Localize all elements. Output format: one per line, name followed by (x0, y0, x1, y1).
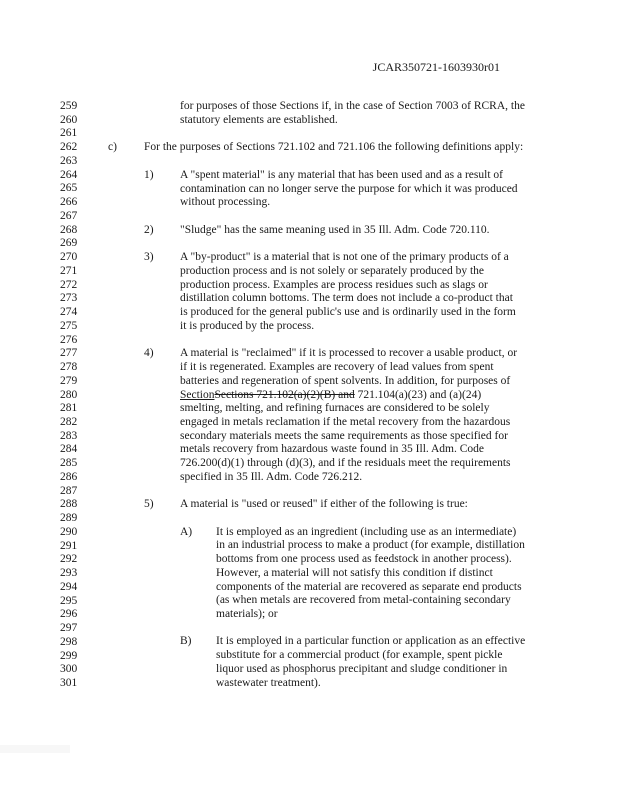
text-line: production process. Examples are process residues such as slags or (180, 279, 488, 291)
line-number: 288 (60, 498, 78, 511)
text-line: bottoms from one process used as feedstock in another process). (216, 553, 512, 565)
inserted-text: Section (180, 389, 215, 401)
line-number: 274 (60, 306, 78, 319)
line-number: 264 (60, 168, 78, 181)
line-number: 300 (60, 663, 78, 676)
text-line: substitute for a commercial product (for example, spent pickle (216, 649, 503, 661)
text-line: 726.200(d)(1) through (d)(3), and if the residuals meet the requirements (180, 457, 511, 469)
page-edge-shade (0, 745, 70, 753)
line-number: 265 (60, 182, 78, 195)
line-number: 289 (60, 512, 78, 525)
text-line: A material is "reclaimed" if it is processed to recover a usable product, or (180, 347, 518, 359)
line-number: 292 (60, 553, 78, 566)
text-line: components of the material are recovered as separate end products (216, 581, 522, 593)
line-number: 297 (60, 622, 78, 635)
line-number: 261 (60, 127, 78, 140)
text-line: is produced for the general public's use and is ordinarily used in the form (180, 306, 516, 318)
text-line: specified in 35 Ill. Adm. Code 726.212. (180, 471, 363, 483)
text-line: (as when metals are recovered from metal-containing secondary (216, 594, 511, 606)
text-run: 721.104(a)(23) and (a)(24) (354, 389, 482, 401)
text-line: smelting, melting, and refining furnaces are considered to be solely (180, 402, 490, 414)
line-number: 280 (60, 388, 78, 401)
line-number: 301 (60, 677, 78, 689)
line-number: 281 (60, 402, 78, 415)
text-line-amended (180, 388, 481, 402)
line-number: 269 (60, 237, 78, 250)
line-number: 272 (60, 278, 78, 291)
line-number: 296 (60, 608, 78, 621)
text-line: distillation column bottoms. The term does not include a co-product that (180, 292, 513, 304)
text-line: However, a material will not satisfy this condition if distinct (216, 567, 493, 579)
line-number: 271 (60, 264, 78, 277)
text-line: contamination can no longer serve the purpose for which it was produced (180, 183, 518, 195)
text-line: it is produced by the process. (180, 320, 315, 332)
line-number: 270 (60, 251, 78, 264)
line-number: 294 (60, 580, 78, 593)
line-number: 293 (60, 567, 78, 580)
line-number: 278 (60, 361, 78, 374)
text-line: liquor used as phosphorus precipitant and sludge conditioner in (216, 663, 508, 675)
text-line: A "spent material" is any material that has been used and as a result of (180, 169, 503, 181)
text-line: batteries and regeneration of spent solvents. In addition, for purposes of (180, 375, 511, 387)
line-number: 290 (60, 525, 78, 538)
line-number: 285 (60, 457, 78, 470)
line-number: 259 (60, 100, 78, 112)
item-number: 5) (144, 498, 154, 510)
line-number: 263 (60, 154, 78, 167)
line-number: 279 (60, 374, 78, 387)
text-line: A "by-product" is a material that is not one of the primary products of a (180, 251, 509, 263)
line-number: 284 (60, 443, 78, 456)
subsection-label: c) (108, 141, 117, 153)
line-number: 298 (60, 635, 78, 648)
item-number: 2) (144, 224, 154, 236)
text-line: materials); or (216, 608, 278, 620)
line-number: 260 (60, 113, 78, 126)
line-number: 295 (60, 594, 78, 607)
text-line: A material is "used or reused" if either of the following is true: (180, 498, 468, 510)
text-line: wastewater treatment). (216, 677, 321, 689)
text-line: in an industrial process to make a product (for example, distillation (216, 539, 525, 551)
item-number: 3) (144, 251, 154, 263)
line-number: 276 (60, 333, 78, 346)
line-number: 283 (60, 429, 78, 442)
text-line: without processing. (180, 196, 271, 208)
line-number: 275 (60, 319, 78, 332)
line-number: 282 (60, 415, 78, 428)
text-line: For the purposes of Sections 721.102 and 721.106 the following definitions apply: (144, 141, 524, 153)
line-number: 268 (60, 223, 78, 236)
line-number: 262 (60, 141, 78, 154)
text-line: production process and is not solely or separately produced by the (180, 265, 485, 277)
text-line: It is employed in a particular function or application as an effective (216, 635, 526, 647)
line-number: 287 (60, 484, 78, 497)
text-line: statutory elements are established. (180, 114, 338, 126)
line-number: 273 (60, 292, 78, 305)
line-number: 299 (60, 649, 78, 662)
line-number: 266 (60, 196, 78, 209)
text-line: engaged in metals reclamation if the metal recovery from the hazardous (180, 416, 511, 428)
document-id: JCAR350721-1603930r01 (372, 60, 500, 74)
line-number: 277 (60, 347, 78, 360)
item-number: 1) (144, 169, 154, 181)
subitem-label: A) (180, 526, 193, 538)
text-line: "Sludge" has the same meaning used in 35 Ill. Adm. Code 720.110. (180, 224, 490, 236)
line-number: 267 (60, 209, 78, 222)
text-line: metals recovery from hazardous waste found in 35 Ill. Adm. Code (180, 443, 485, 455)
deleted-text: Sections 721.102(a)(2)(B) and (214, 389, 355, 401)
text-line: It is employed as an ingredient (including use as an intermediate) (216, 526, 517, 538)
text-line: for purposes of those Sections if, in the case of Section 7003 of RCRA, the (180, 100, 525, 112)
subitem-label: B) (180, 635, 192, 647)
line-number: 286 (60, 470, 78, 483)
text-line: secondary materials meets the same requirements as those specified for (180, 430, 508, 442)
text-line: if it is regenerated. Examples are recovery of lead values from spent (180, 361, 494, 373)
item-number: 4) (144, 347, 154, 359)
line-number: 291 (60, 539, 78, 552)
